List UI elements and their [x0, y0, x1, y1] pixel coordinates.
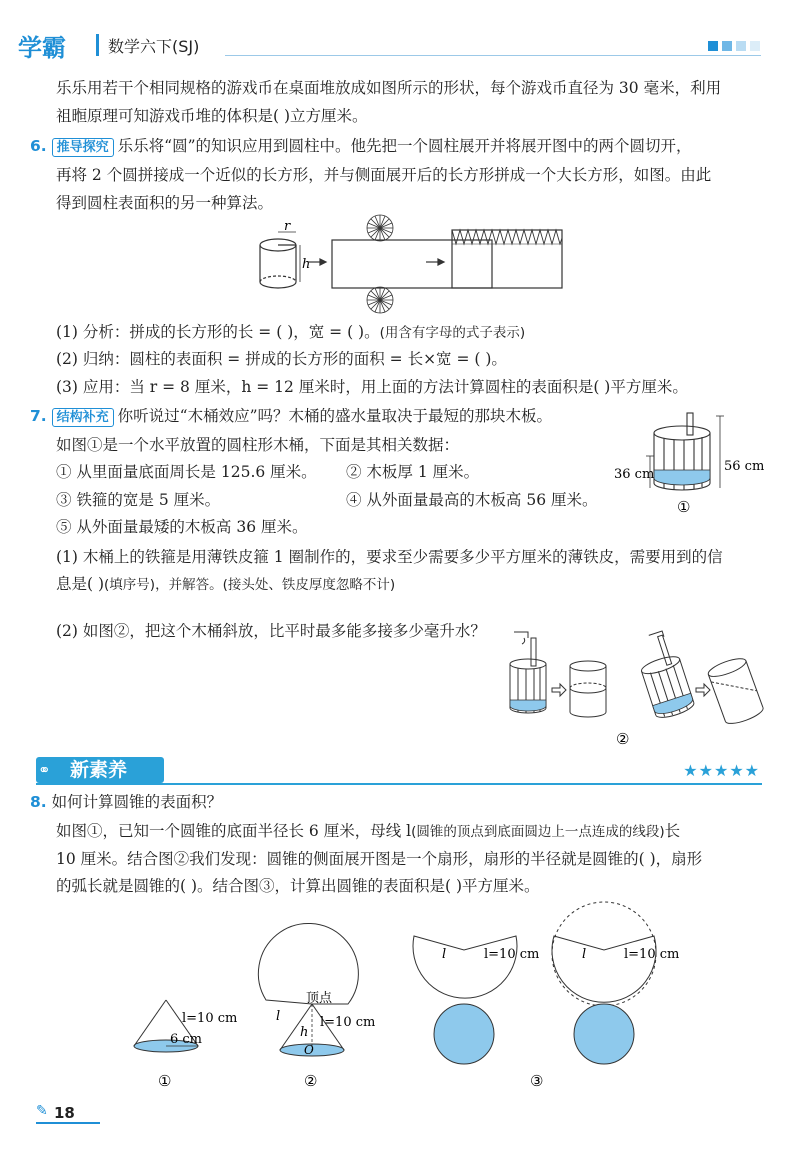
slant-label: l — [276, 1009, 281, 1024]
question-tag: 推导探究 — [52, 138, 114, 157]
header-square-icon — [750, 41, 760, 51]
question-number: 6. — [30, 137, 47, 155]
figure-label: ① — [677, 498, 691, 516]
question-7-line: 如图①是一个水平放置的圆柱形木桶，下面是其相关数据： — [56, 436, 460, 454]
intro-line-1: 乐乐用若干个相同规格的游戏币在桌面堆放成如图所示的形状，每个游戏币直径为 30 毫米，利用 — [56, 79, 722, 97]
question-6-line: 得到圆柱表面积的另一种算法。 — [56, 194, 274, 212]
cone-net-figure-3b — [552, 902, 679, 1064]
tilted-barrel — [632, 629, 696, 721]
question-8-line — [56, 820, 680, 843]
cone-figure-1 — [134, 1000, 237, 1090]
question-8-line: 的弧长就是圆锥的( )。结合图③，计算出圆锥的表面积是( )平方厘米。 — [56, 877, 540, 895]
question-6-line: 再将 2 个圆拼接成一个近似的长方形，并与侧面展开后的长方形拼成一个大长方形，如图。由此 — [56, 166, 712, 184]
question-6-sub-3: (3) 应用：当 r = 8 厘米，h = 12 厘米时，用上面的方法计算圆柱的表面积是( )平方厘米。 — [56, 378, 688, 396]
water-cylinder — [570, 661, 606, 717]
header-square-icon — [722, 41, 732, 51]
arrow-right-icon — [552, 684, 566, 696]
height-label: h — [300, 1025, 309, 1040]
question-7-sub-1: (1) 木桶上的铁箍是用薄铁皮箍 1 圈制作的，要求至少需要多少平方厘米的薄铁皮，需要用到的信 — [56, 548, 723, 566]
radius-label: 6 cm — [170, 1032, 203, 1047]
header-divider — [96, 34, 99, 56]
question-8-line: 10 厘米。结合图②我们发现：圆锥的侧面展开图是一个扇形，扇形的半径就是圆锥的( )，扇形 — [56, 850, 703, 868]
figure-label: ② — [304, 1072, 318, 1090]
question-hint: (圆锥的顶点到底面圆边上一点连成的线段) — [411, 824, 665, 840]
pencil-icon: ✎ — [36, 1103, 48, 1119]
header-square-icon — [708, 41, 718, 51]
height-label: h — [302, 257, 311, 272]
cone-figures — [120, 900, 680, 1095]
slant-label: l — [582, 947, 587, 962]
radius-label: r — [284, 219, 291, 234]
question-7-heading — [30, 405, 552, 427]
brand-logo: 学霸 — [18, 34, 66, 62]
question-number: 7. — [30, 407, 47, 425]
header-rule — [225, 55, 761, 56]
cylinder-shape — [260, 232, 300, 288]
figure-label: ① — [158, 1072, 172, 1090]
question-6-sub-1 — [56, 321, 525, 344]
sub-question-hint: (用含有字母的式子表示) — [379, 325, 526, 341]
question-text: 乐乐将“圆”的知识应用到圆柱中。他先把一个圆柱展开并将展开图中的两个圆切开， — [117, 137, 692, 155]
cone-figure-2 — [258, 923, 375, 1090]
section-title: 新素养 — [70, 759, 128, 781]
header-square-icon — [736, 41, 746, 51]
apex-label: 顶点 — [306, 991, 333, 1006]
fact-1: ① 从里面量底面周长是 125.6 厘米。 — [56, 463, 317, 481]
slant-value-label: l=10 cm — [624, 947, 680, 962]
bottom-circle-sectors — [367, 287, 393, 313]
question-title: 如何计算圆锥的表面积？ — [51, 793, 223, 811]
page-number: 18 — [54, 1104, 75, 1122]
cylinder-unfold-figure — [240, 210, 580, 325]
fact-3: ③ 铁箍的宽是 5 厘米。 — [56, 491, 221, 509]
question-tag: 结构补充 — [52, 408, 114, 427]
sub-question-hint: (填序号)，并解答。(接头处、铁皮厚度忽略不计) — [104, 577, 396, 593]
cone-net-figure-3a — [413, 936, 539, 1064]
question-text: 如图①，已知一个圆锥的底面半径长 6 厘米，母线 l — [56, 822, 412, 840]
tilted-water-cylinder — [706, 655, 765, 727]
arrow-right-icon — [308, 259, 326, 265]
slant-value-label: l=10 cm — [484, 947, 540, 962]
iron-hoop — [510, 700, 546, 711]
difficulty-stars: ★★★★★ — [683, 761, 760, 780]
link-icon: ⚭ — [38, 761, 51, 779]
slant-label: l — [442, 947, 447, 962]
fact-5: ⑤ 从外面量最矮的木板高 36 厘米。 — [56, 518, 308, 536]
question-8-heading — [30, 791, 222, 813]
center-label: O — [304, 1043, 314, 1057]
figure-label: ③ — [530, 1072, 544, 1090]
intro-line-2: 祖暅原理可知游戏币堆的体积是( )立方厘米。 — [56, 107, 368, 125]
slant-value-label: l=10 cm — [320, 1015, 376, 1030]
fact-4: ④ 从外面量最高的木板高 56 厘米。 — [346, 491, 598, 509]
barrel-figure-2 — [496, 626, 776, 751]
iron-hoop — [654, 470, 710, 485]
sub-question-text: 息是( ) — [56, 575, 105, 593]
question-6-heading — [30, 135, 692, 157]
question-6-sub-2: (2) 归纳：圆柱的表面积 = 拼成的长方形的面积 = 长×宽 = ( )。 — [56, 350, 507, 368]
barrel-figure-1 — [612, 408, 772, 518]
arrow-right-icon — [426, 259, 444, 265]
question-text: 你听说过“木桶效应”吗？木桶的盛水量取决于最短的那块木板。 — [117, 407, 552, 425]
tall-plank-label: 56 cm — [724, 459, 765, 474]
question-text: 长 — [664, 822, 681, 840]
section-rule — [36, 783, 762, 785]
sub-question-text: (1) 分析：拼成的长方形的长 = ( )，宽 = ( )。 — [56, 323, 380, 341]
question-number: 8. — [30, 793, 47, 811]
fact-2: ② 木板厚 1 厘米。 — [346, 463, 480, 481]
footer-rule — [36, 1122, 100, 1124]
zigzag-edge — [452, 230, 562, 244]
top-circle-sectors — [367, 215, 393, 241]
slant-label: l=10 cm — [182, 1011, 238, 1026]
lateral-rectangle — [332, 240, 492, 288]
figure-label: ② — [616, 730, 630, 748]
question-7-sub-1b — [56, 573, 395, 596]
book-title: 数学六下(SJ) — [108, 37, 200, 56]
arrow-right-icon — [696, 684, 710, 696]
question-7-sub-2: (2) 如图②，把这个木桶斜放，比平时最多能多接多少毫升水？ — [56, 622, 486, 640]
short-plank-label: 36 cm — [614, 467, 655, 482]
